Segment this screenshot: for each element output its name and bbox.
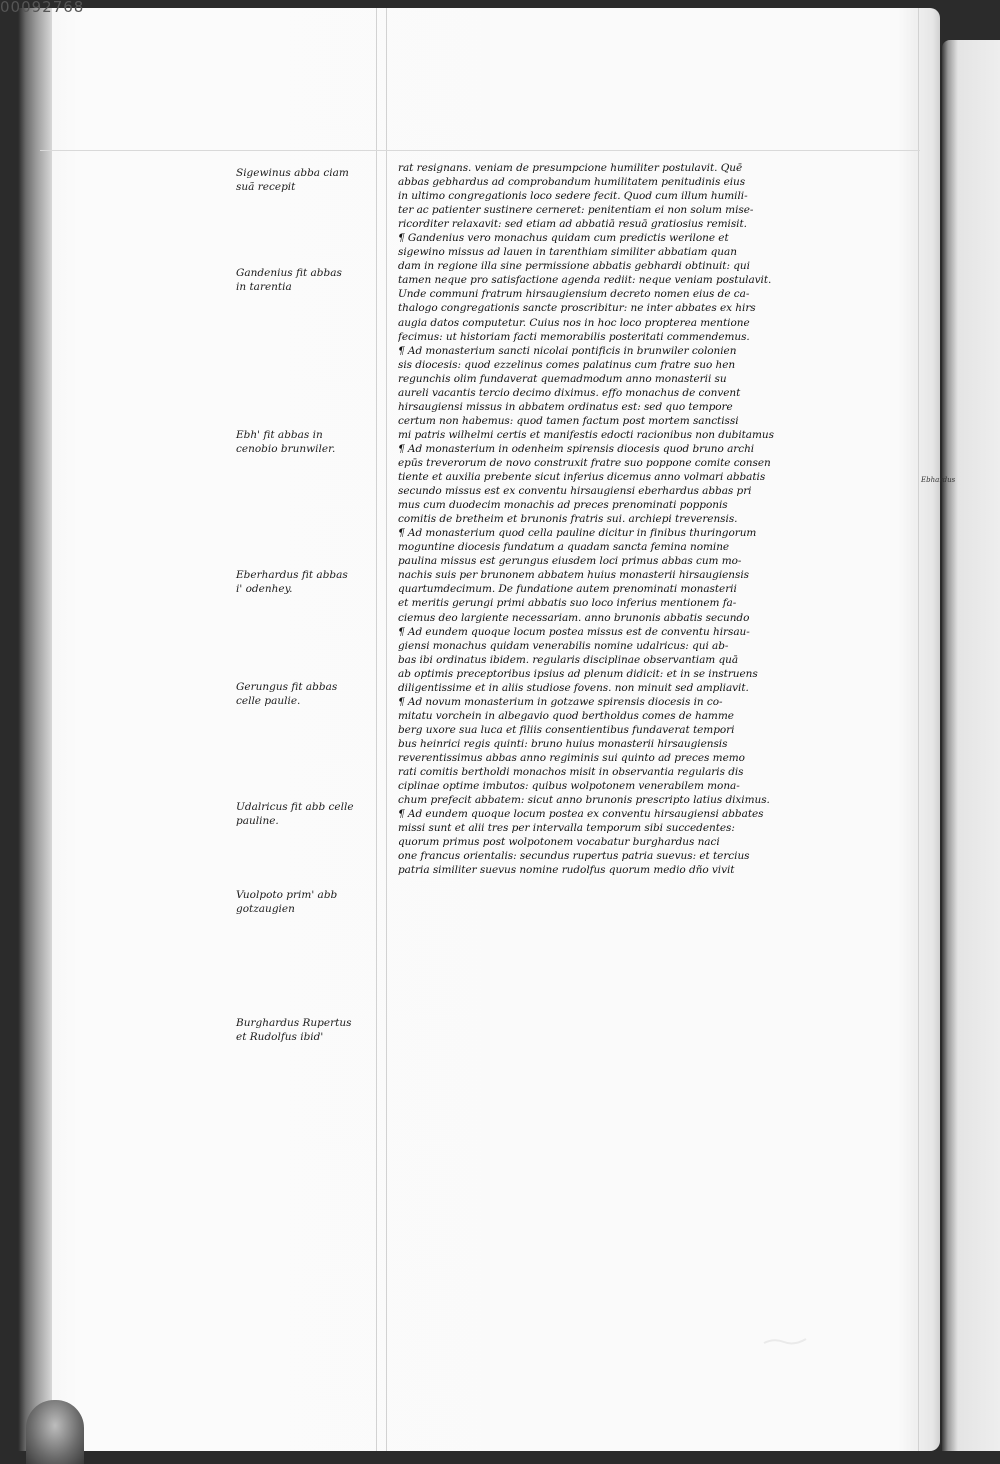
text-line: certum non habemus: quod tamen factum post mortem sanctissi [398,414,739,427]
text-line: ¶ Ad monasterium sancti nicolai pontificis in brunwiler colonien [398,344,737,357]
text-line: berg uxore sua luca et filiis consentientibus fundaverat tempori [398,723,735,736]
text-line: ab optimis preceptoribus ipsius ad plenum didicit: et in se instruens [398,667,758,680]
text-line: ¶ Ad eundem quoque locum postea missus est de conventu hirsau- [398,625,750,638]
text-line: mi patris wilhelmi certis et manifestis edocti racionibus non dubitamus [398,428,774,441]
text-line: ricorditer relaxavit: sed etiam ad abbatiā resuā gratiosius remisit. [398,218,747,231]
marginal-note: Ebh' fit abbas in cenobio brunwiler. [236,429,336,455]
ruling-line [40,150,920,151]
text-line: mus cum duodecim monachis ad preces prenominati popponis [398,499,728,512]
text-line: tiente et auxilia prebente sicut inferius dicemus anno volmari abbatis [398,471,766,484]
main-text-block [398,161,910,921]
text-line: paulina missus est gerungus eiusdem loci primus abbas cum mo- [398,555,742,568]
text-line: bus heinrici regis quinti: bruno huius monasterii hirsaugiensis [398,737,728,750]
marginal-note: Sigewinus abba ciam suã recepit [236,167,349,193]
text-line: giensi monachus quidam venerabilis nomine udalricus: qui ab- [398,639,729,652]
text-line: hirsaugiensi missus in abbatem ordinatus est: sed quo tempore [398,400,733,413]
text-line: ¶ Ad monasterium quod cella pauline dicitur in finibus thuringorum [398,527,757,540]
text-line: reverentissimus abbas anno regiminis sui quinto ad preces memo [398,751,745,764]
text-line: secundo missus est ex conventu hirsaugiensi eberhardus abbas pri [398,485,752,498]
marginal-note: Gandenius fit abbas in tarentia [236,267,342,293]
ruling-line [376,8,377,1451]
text-line: augia datos computetur. Cuius nos in hoc loco propterea mentione [398,316,750,329]
text-line: mitatu vorchein in albegavio quod bertholdus comes de hamme [398,709,734,722]
text-line: ciemus deo largiente necessariam. anno brunonis abbatis secundo [398,611,750,624]
text-line: one francus orientalis: secundus rupertus patria suevus: et tercius [398,850,750,863]
text-line: ¶ Ad eundem quoque locum postea ex conventu hirsaugiensi abbates [398,808,764,821]
ruling-line [386,8,387,1451]
text-line: ciplinae optime imbutos: quibus wolpotonem venerabilem mona- [398,780,740,793]
text-line: chum prefecit abbatem: sicut anno brunonis prescripto latius diximus. [398,794,770,807]
text-line: comitis de bretheim et brunonis fratris sui. archiepi treverensis. [398,513,738,526]
text-line: patria similiter suevus nomine rudolfus quorum medio dño vivit [398,864,735,877]
text-line: rati comitis bertholdi monachos misit in observantia regularis dis [398,766,744,779]
marginal-note: Eberhardus fit abbas i' odenhey. [236,569,348,595]
text-line: missi sunt et alii tres per intervalla temporum sibi succedentes: [398,822,735,835]
marginal-note: Udalricus fit abb celle pauline. [236,801,354,827]
text-line: fecimus: ut historiam facti memorabilis posteritati commendemus. [398,330,750,343]
text-line: sis diocesis: quod ezzelinus comes palatinus cum fratre suo hen [398,358,736,371]
text-line: nachis suis per brunonem abbatem huius monasterii hirsaugiensis [398,569,749,582]
marginal-note: Burghardus Rupertus et Rudolfus ibid' [236,1017,352,1043]
text-line: dam in regione illa sine permissione abbatis gebhardi obtinuit: qui [398,260,750,273]
marginal-note: Gerungus fit abbas celle paulie. [236,681,338,707]
text-line: ter ac patienter sustinere cerneret: penitentiam ei non solum mise- [398,204,754,217]
text-line: abbas gebhardus ad comprobandum humilitatem penitudinis eius [398,176,746,189]
text-line: ¶ Ad novum monasterium in gotzawe spirensis diocesis in co- [398,695,723,708]
ruling-line [918,8,919,1451]
text-line: tamen neque pro satisfactione agenda rediit: neque veniam postulavit. [398,274,772,287]
text-line: rat resignans. veniam de presumpcione humiliter postulavit. Quē [398,162,743,174]
adjacent-page-edge [942,40,1000,1451]
text-line: quartumdecimum. De fundatione autem prenominati monasterii [398,583,737,596]
text-line: aureli vacantis tercio decimo diximus. effo monachus de convent [398,386,741,399]
text-line: et meritis gerungi primi abbatis suo loco inferius mentionem fa- [398,597,737,610]
text-line: bas ibi ordinatus ibidem. regularis disciplinae observantiam quā [398,653,739,666]
marginal-note: Vuolpoto prim' abb gotzaugien [236,889,338,915]
scan-id: 00092768 [0,0,85,16]
text-line: in ultimo congregationis loco sedere fecit. Quod cum illum humili- [398,190,748,203]
pen-mark [762,1334,812,1348]
text-line: thalogo congregationis sancte proscribitur: ne inter abbates ex hirs [398,302,756,315]
text-line: ¶ Gandenius vero monachus quidam cum predictis werilone et [398,232,729,245]
text-line: Unde communi fratrum hirsaugiensium decreto nomen eius de ca- [398,288,750,301]
text-line: quorum primus post wolpotonem vocabatur burghardus naci [398,836,720,849]
text-line: diligentissime et in aliis studiose fovens. non minuit sed ampliavit. [398,681,749,694]
text-line: regunchis olim fundaverat quemadmodum anno monasterii su [398,372,727,385]
text-line: moguntine diocesis fundatum a quadam sancta femina nomine [398,541,730,554]
text-line: sigewino missus ad lauen in tarenthiam similiter abbatiam quan [398,246,737,259]
thumb [26,1400,84,1464]
right-margin-gloss: Ebhardus [921,476,956,484]
text-line: epūs treverorum de novo construxit fratre suo poppone comite consen [398,456,771,469]
text-line: ¶ Ad monasterium in odenheim spirensis diocesis quod bruno archi [398,442,755,455]
page-spine [18,8,52,1451]
